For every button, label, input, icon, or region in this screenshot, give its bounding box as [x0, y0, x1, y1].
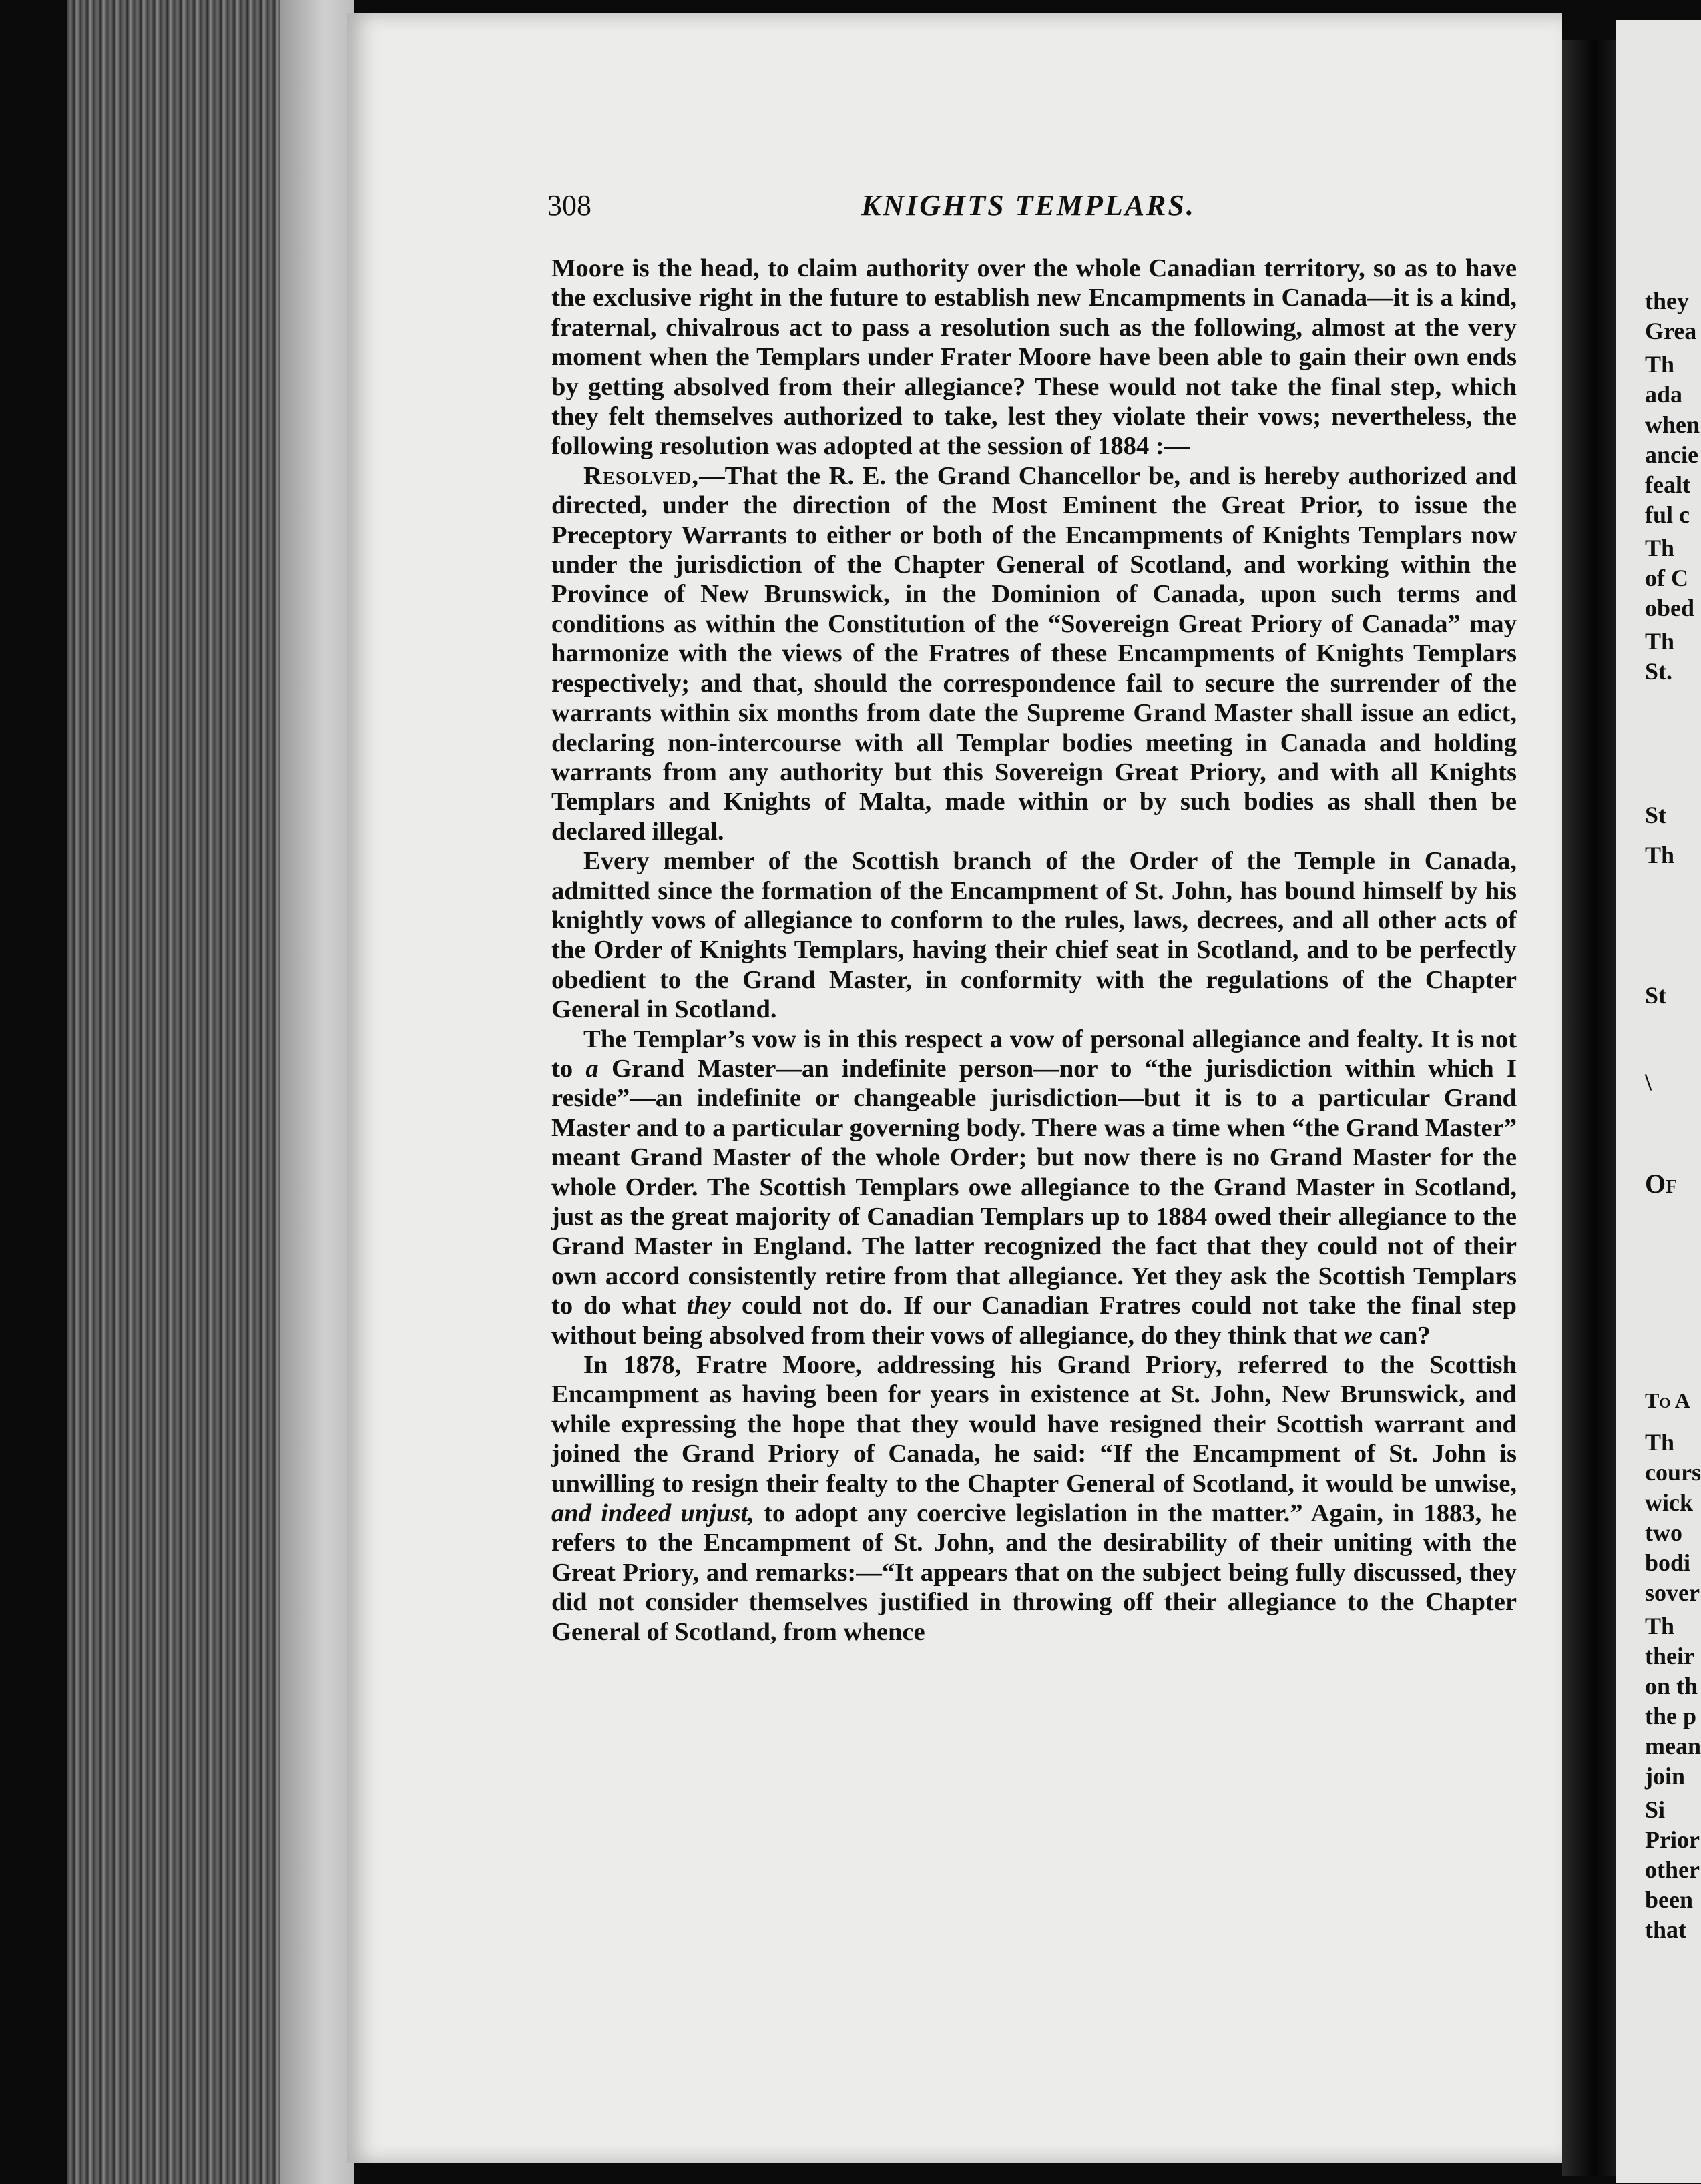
facing-line: mean [1645, 1733, 1701, 1759]
facing-line: of C [1645, 565, 1688, 591]
facing-line: To A [1645, 1388, 1690, 1412]
facing-line: when [1645, 411, 1700, 438]
facing-line: fealt [1645, 471, 1690, 498]
facing-line: Th [1645, 628, 1675, 655]
facing-line: ada [1645, 381, 1683, 408]
resolved-heading: Resolved, [583, 461, 700, 490]
facing-line: two [1645, 1519, 1682, 1546]
book-gutter [1562, 40, 1616, 2176]
paragraph-5 [551, 1350, 1517, 1647]
paragraph-4-part-d: can? [1372, 1321, 1431, 1350]
facing-line: cours [1645, 1459, 1701, 1486]
facing-line: on th [1645, 1673, 1698, 1699]
facing-line: their [1645, 1643, 1694, 1669]
italic-they: they [686, 1292, 731, 1320]
paragraph-3: Every member of the Scottish branch of the Order of the Temple in Canada, admitted since the formation of the Encampment of St. John, has bound himself by his knightly vows of allegiance to conform to the rules, laws, decrees, and all other acts of the Order of Knights Templars, having their chief seat in Scotland, and to be perfectly obedient to the Grand Master, in conformity with the regulations of the Chapter General in Scotland. [551, 847, 1517, 1024]
paragraph-4-part-b: Grand Master—an indefinite person—nor to “the jurisdiction within which I reside”—an indefinite or changeable jurisdiction—but it is to a particular Grand Master and to a particular governing body. There was a time when “the Grand Master” meant Grand Master of the whole Order; but now there is no Grand Master for the whole Order. The Scottish Templars owe allegiance to the Grand Master in Scotland, just as the great majority of Canadian Templars up to 1884 owed their allegiance to the Grand Master in England. The latter recognized the fact that they could not of their own accord consistently retire from that allegiance. Yet they ask the Scottish Templars to do what [551, 1054, 1517, 1320]
resolution-text: —That the R. E. the Grand Chancellor be, and is hereby authorized and directed, under the direction of the Most Eminent the Great Prior, to issue the Preceptory Warrants to either or both of the Encampments of Knights Templars now under the jurisdiction of the Chapter General of Scotland, and working within the Province of New Brunswick, in the Dominion of Canada, upon such terms and conditions as within the Constitution of the “Sovereign Great Priory of Canada” may harmonize with the views of the Fratres of these Encampments of Knights Templars respectively; and that, should the correspondence fail to secure the surrender of the warrants within six months from date the Supreme Grand Master shall issue an edict, declaring non-intercourse with all Templar bodies meeting in Canada and holding warrants from any authority but this Sovereign Great Priory, and with all Knights Templars and Knights of Malta, made within or by such bodies as shall then be declared illegal. [551, 461, 1517, 846]
body-text [551, 254, 1517, 1647]
facing-line: Th [1645, 351, 1675, 378]
page-number: 308 [547, 189, 591, 222]
facing-line: Th [1645, 1613, 1675, 1639]
facing-line: ancie [1645, 441, 1698, 468]
facing-line: wick [1645, 1489, 1693, 1516]
facing-line: Of [1645, 1169, 1678, 1199]
facing-line: Si [1645, 1796, 1666, 1823]
paragraph-1: Moore is the head, to claim authority over the whole Canadian territory, so as to have the exclusive right in the future to establish new Encampments in Canada—it is a kind, fraternal, chivalrous act to pass a resolution such as the following, almost at the very moment when the Templars under Frater Moore have been able to gain their own ends by getting absolved from their allegiance? These would not take the final step, which they felt themselves authorized to take, lest they violate their vows; nevertheless, the following resolution was adopted at the session of 1884 :— [551, 254, 1517, 461]
facing-line: other [1645, 1856, 1700, 1883]
facing-line: Grea [1645, 318, 1697, 344]
facing-line: obed [1645, 595, 1695, 621]
running-head [547, 188, 1495, 228]
paragraph-5-part-a: In 1878, Fratre Moore, addressing his Grand Priory, referred to the Scottish Encampment as having been for years in existence at St. John, New Brunswick, and while expressing the hope that they would have resigned their Scottish warrant and joined the Grand Priory of Canada, he said: “If the Encampment of St. John is unwilling to resign their fealty to the Chapter General of Scotland, it would be unwise, [551, 1351, 1517, 1498]
facing-line: been [1645, 1886, 1693, 1913]
paragraph-4-part-a: The Templar’s vow is in this respect a vow of personal allegiance and fealty. It is not to [551, 1025, 1517, 1083]
facing-line: Th [1645, 1429, 1675, 1456]
paragraph-4 [551, 1025, 1517, 1350]
italic-a: a [585, 1054, 599, 1083]
facing-line: \ [1645, 1069, 1652, 1095]
italic-and-indeed-unjust: and indeed unjust, [551, 1499, 754, 1528]
paragraph-resolution [551, 461, 1517, 846]
facing-line: ful c [1645, 501, 1690, 528]
italic-we: we [1344, 1321, 1373, 1350]
facing-line: bodi [1645, 1549, 1691, 1576]
facing-line: that [1645, 1916, 1686, 1943]
page-title: KNIGHTS TEMPLARS. [861, 189, 1196, 222]
facing-line: sover [1645, 1579, 1700, 1606]
facing-line: the p [1645, 1703, 1697, 1729]
facing-line: St [1645, 982, 1667, 1009]
facing-line: St. [1645, 658, 1673, 685]
paragraph-4-part-c: could not do. If our Canadian Fratres could not take the final step without being absolved from their vows of allegiance, do they think that [551, 1292, 1517, 1350]
facing-page-fragment [1616, 20, 1701, 2183]
facing-line: join [1645, 1763, 1686, 1790]
facing-line: St [1645, 802, 1667, 828]
facing-line: they [1645, 288, 1689, 314]
facing-line: Th [1645, 535, 1675, 561]
facing-line: Prior [1645, 1826, 1700, 1853]
facing-line: Th [1645, 842, 1675, 868]
paragraph-5-part-b: to adopt any coercive legislation in the matter.” Again, in 1883, he refers to the Encampment of St. John, and the desirability of their uniting with the Great Priory, and remarks:—“It appears that on the subject being fully discussed, they did not consider themselves justified in throwing off their allegiance to the Chapter General of Scotland, from whence [551, 1499, 1517, 1646]
book-page-edges-light [280, 0, 354, 2184]
